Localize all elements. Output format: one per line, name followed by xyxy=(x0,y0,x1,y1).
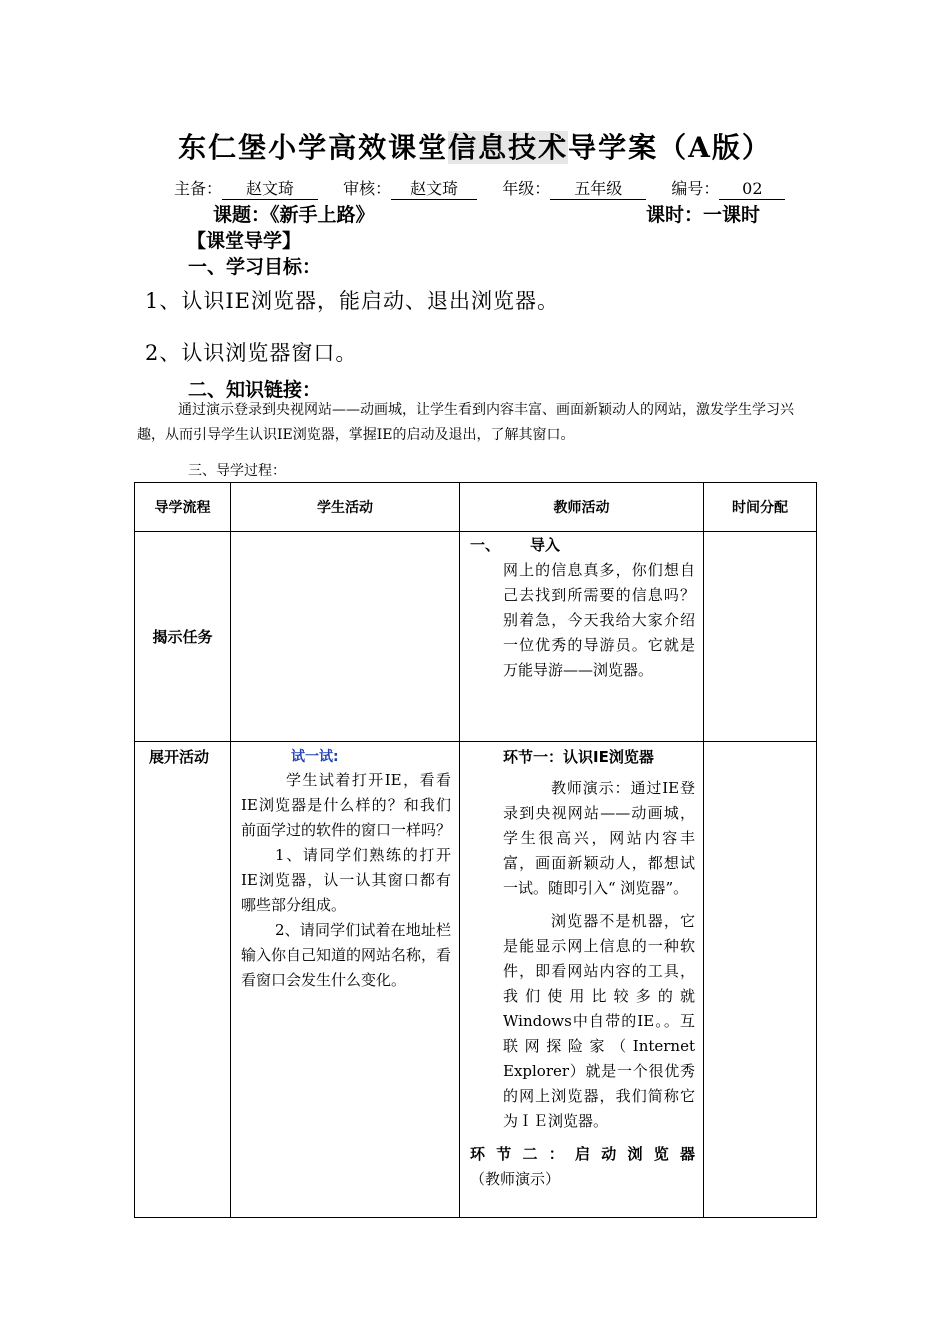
grade-label: 年级： xyxy=(502,179,551,198)
course-hours: 课时：一课时 xyxy=(646,204,761,226)
intro-heading: 导入 xyxy=(530,536,561,554)
knowledge-heading: 二、知识链接： xyxy=(188,379,322,401)
step-2-note: （教师演示） xyxy=(470,1170,561,1188)
title-part-2-highlighted: 信息技术 xyxy=(448,131,569,164)
flow-label: 展开活动 xyxy=(149,748,210,766)
student-paragraph-2: 1、请同学们熟练的打开IE浏览器，认一认其窗口都有哪些部分组成。 xyxy=(241,846,451,914)
author-value: 赵文琦 xyxy=(222,179,318,200)
process-heading: 三、导学过程： xyxy=(188,463,286,479)
reviewer-label: 审核： xyxy=(343,179,392,198)
flow-cell xyxy=(135,532,231,742)
intro-number: 一、 xyxy=(470,536,501,554)
author-label: 主备： xyxy=(174,179,223,198)
try-it-label: 试一试: xyxy=(291,749,339,765)
table-row xyxy=(135,532,817,742)
time-cell xyxy=(704,742,817,1218)
student-cell xyxy=(231,532,460,742)
header-student: 学生活动 xyxy=(231,483,460,532)
number-value: 02 xyxy=(719,179,785,200)
intro-text: 网上的信息真多，你们想自己去找到所需要的信息吗？别着急，今天我给大家介绍一位优秀的导游员。它就是万能导游——浏览器。 xyxy=(503,561,695,679)
page-title xyxy=(0,126,950,166)
step-1-heading: 环节一：认识IE浏览器 xyxy=(503,748,654,766)
flow-label: 揭示任务 xyxy=(152,628,213,646)
step-2-title: 环节二：启动浏览器 xyxy=(470,1145,695,1163)
step-1-paragraph-2: 浏览器不是机器，它是能显示网上信息的一种软件，即看网站内容的工具，我们使用比较多的就Windows中自带的IE。。互联网探险家（Internet Explorer）就是一个很优秀的网上浏览器，我们简称它为ＩＥ浏览器。 xyxy=(503,912,695,1130)
grade-value: 五年级 xyxy=(550,179,646,200)
table-header-row xyxy=(135,483,817,532)
student-paragraph-1: 学生试着打开IE，看看IE浏览器是什么样的？和我们前面学过的软件的窗口一样吗？ xyxy=(241,771,452,839)
knowledge-paragraph: 通过演示登录到央视网站——动画城，让学生看到内容丰富、画面新颖动人的网站，激发学生学习兴趣，从而引导学生认识IE浏览器，掌握IE的启动及退出，了解其窗口。 xyxy=(137,402,794,443)
header-time: 时间分配 xyxy=(704,483,817,532)
table-row xyxy=(135,742,817,1218)
teacher-cell xyxy=(460,532,704,742)
student-paragraph-3: 2、请同学们试着在地址栏输入你自己知道的网站名称，看看窗口会发生什么变化。 xyxy=(241,921,452,989)
header-flow: 导学流程 xyxy=(135,483,231,532)
flow-cell xyxy=(135,742,231,1218)
goals-heading: 一、学习目标： xyxy=(188,256,322,278)
meta-line xyxy=(174,176,785,200)
teacher-cell xyxy=(460,742,704,1218)
number-label: 编号： xyxy=(671,179,720,198)
time-cell xyxy=(704,532,817,742)
goal-1: 1、认识IE浏览器，能启动、退出浏览器。 xyxy=(145,289,559,313)
reviewer-value: 赵文琦 xyxy=(391,179,477,200)
process-table xyxy=(134,482,817,1218)
header-teacher: 教师活动 xyxy=(460,483,704,532)
course-topic: 课题：《新手上路》 xyxy=(213,204,375,226)
goal-2: 2、认识浏览器窗口。 xyxy=(145,341,358,365)
section-guide: 【课堂导学】 xyxy=(187,230,302,252)
title-part-3: 导学案（A版） xyxy=(568,131,772,164)
step-2-heading xyxy=(470,1142,695,1192)
student-cell xyxy=(231,742,460,1218)
step-1-paragraph-1: 教师演示：通过IE登录到央视网站——动画城，学生很高兴，网站内容丰富，画面新颖动人，都想试一试。随即引入“ 浏览器”。 xyxy=(503,779,695,897)
title-part-1: 东仁堡小学高效课堂 xyxy=(178,131,449,164)
